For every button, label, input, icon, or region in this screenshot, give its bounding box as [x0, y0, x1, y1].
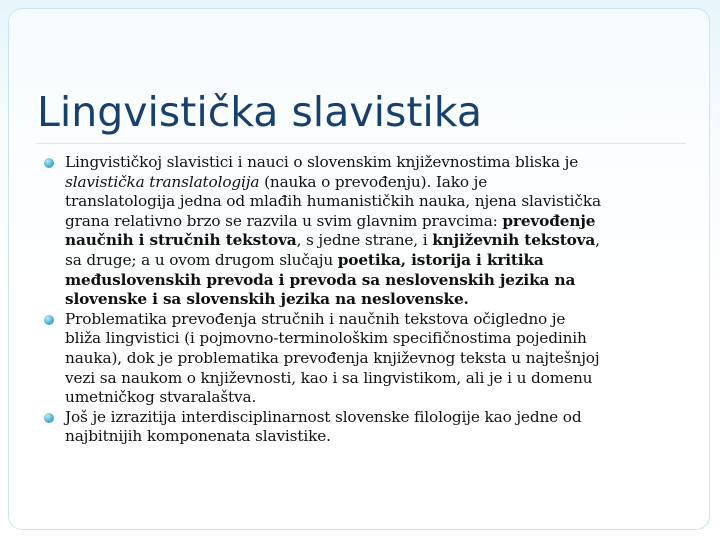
bullet-line	[65, 310, 684, 330]
text-segment: bliža lingvistici (i pojmovno-terminološkim specifičnostima pojedinih	[65, 329, 587, 348]
bullet-line	[65, 427, 684, 447]
bullet-item	[44, 408, 684, 447]
bullet-icon	[44, 315, 54, 325]
text-segment: umetničkog stvaralaštva.	[65, 388, 257, 407]
text-segment: (nauka o prevođenju). Iako je	[259, 172, 488, 191]
bullet-line	[65, 369, 684, 389]
bullet-list	[44, 153, 684, 447]
text-segment: sa druge; a u ovom drugom slučaju	[65, 250, 338, 269]
bullet-icon	[44, 158, 54, 168]
bullet-line	[65, 173, 684, 193]
bold-text: književnih tekstova	[432, 231, 596, 250]
text-segment: vezi sa naukom o književnosti, kao i sa lingvistikom, ali je i u domenu	[65, 368, 593, 387]
text-segment: Lingvističkoj slavistici i nauci o slovenskim književnostima bliska je	[65, 153, 579, 171]
text-segment: grana relativno brzo se razvila u svim glavnim pravcima:	[65, 211, 503, 230]
bullet-item	[44, 310, 684, 408]
text-segment: translatologija jedna od mlađih humanističkih nauka, njena slavistička	[65, 192, 601, 211]
bullet-line	[65, 251, 684, 271]
slide-title: Lingvistička slavistika	[37, 88, 482, 136]
bullet-line	[65, 329, 684, 349]
text-segment: najbitnijih komponenata slavistike.	[65, 427, 331, 446]
text-segment: Još je izrazitija interdisciplinarnost slovenske filologije kao jedne od	[65, 407, 582, 426]
bullet-line	[65, 153, 684, 173]
text-segment: nauka), dok je problematika prevođenja književnog teksta u najtešnjoj	[65, 348, 600, 367]
bold-text: slovenske i sa slovenskih jezika na neslovenske.	[65, 290, 469, 309]
bullet-line	[65, 349, 684, 369]
bullet-line	[65, 290, 684, 310]
bullet-line	[65, 271, 684, 291]
bullet-line	[65, 388, 684, 408]
italic-text: slavistička translatologija	[65, 172, 260, 191]
bullet-item	[44, 153, 684, 310]
bold-text: naučnih i stručnih tekstova	[65, 231, 297, 250]
text-segment: Problematika prevođenja stručnih i naučnih tekstova očigledno je	[65, 309, 566, 328]
bullet-icon	[44, 413, 54, 423]
bullet-line	[65, 212, 684, 232]
bullet-line	[65, 192, 684, 212]
text-segment: , s jedne strane, i	[296, 231, 433, 250]
bold-text: poetika, istorija i kritika	[337, 250, 544, 269]
bullet-line	[65, 231, 684, 251]
text-segment: ,	[595, 231, 600, 250]
bold-text: prevođenje	[502, 211, 596, 230]
bullet-line	[65, 408, 684, 428]
title-divider	[36, 143, 686, 144]
bold-text: međuslovenskih prevoda i prevoda sa neslovenskih jezika na	[65, 270, 576, 289]
